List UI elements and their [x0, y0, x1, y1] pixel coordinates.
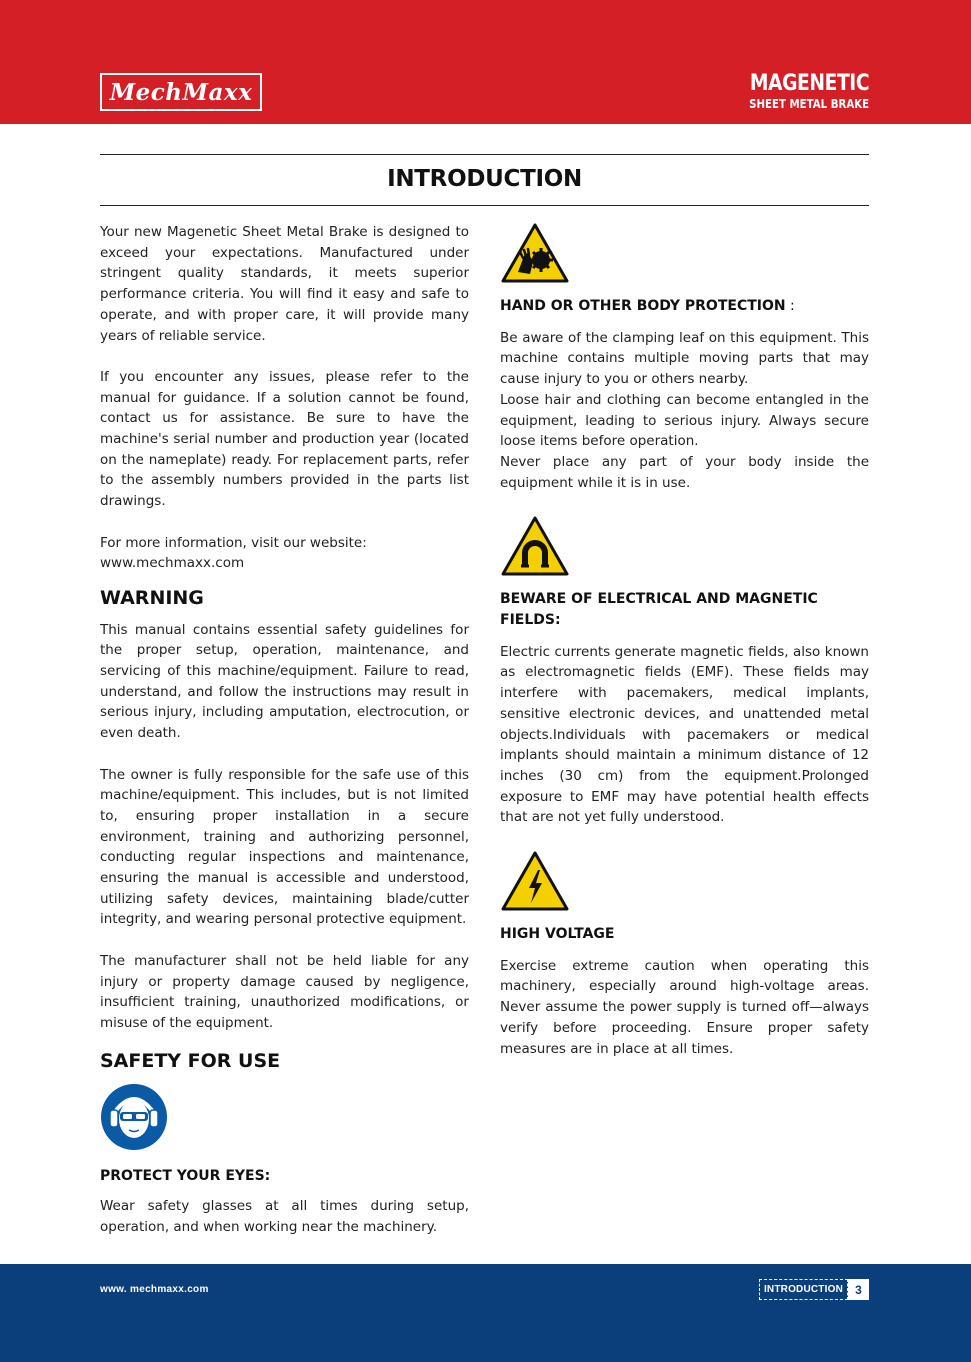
high-voltage-text: Exercise extreme caution when operating this machinery, especially around high-voltage areas. Never assume the power supply is turned off—always verify before proceeding. Ensure proper safety measures are in place at all times.	[500, 957, 869, 1057]
hand-protection-paragraph-3: Never place any part of your body inside the equipment while it is in use.	[500, 453, 869, 491]
warning-paragraph-3: The manufacturer shall not be held liable for any injury or property damage caused by negligence, insufficient training, unauthorized modifications, or misuse of the equipment.	[100, 952, 469, 1031]
website-intro: For more information, visit our website:	[100, 534, 367, 551]
product-name-line2: SHEET METAL BRAKE	[749, 97, 869, 111]
product-name	[728, 72, 869, 112]
protect-eyes-heading: PROTECT YOUR EYES:	[100, 1168, 271, 1185]
intro-paragraph-1: Your new Magenetic Sheet Metal Brake is designed to exceed your expectations. Manufactured under stringent quality standards, it meets superior performance criteria. You will find it easy and safe to operate, and with proper care, it will provide many years of reliable service.	[100, 224, 469, 344]
footer-section-tag	[759, 1279, 869, 1300]
high-voltage-warning-icon	[500, 850, 570, 912]
warning-paragraph-2: The owner is fully responsible for the safe use of this machine/equipment. This includes, but is not limited to, ensuring proper installation in a secure environment, training and authorizing personnel, conducting regular inspections and maintenance, ensuring the manual is accessible and understood, utilizing safety devices, maintaining blade/cutter integrity, and wearing personal protective equipment.	[100, 766, 469, 928]
website-link[interactable]: www.mechmaxx.com	[100, 555, 245, 572]
hand-protection-heading	[500, 296, 869, 317]
magnetic-field-warning-icon	[500, 515, 570, 577]
page-footer	[0, 1264, 971, 1362]
left-column	[100, 222, 469, 1237]
hand-protection-heading-suffix: :	[785, 298, 795, 314]
hand-protection-paragraph-2: Loose hair and clothing can become entangled in the equipment, leading to serious injury. Always secure loose items before operation.	[500, 391, 869, 450]
footer-section-label: INTRODUCTION	[759, 1279, 848, 1300]
magnetic-fields-heading: BEWARE OF ELECTRICAL AND MAGNETIC FIELDS:	[500, 591, 818, 629]
page-header	[0, 0, 971, 124]
warning-heading: WARNING	[100, 586, 204, 609]
hand-protection-heading-text: HAND OR OTHER BODY PROTECTION	[500, 298, 786, 314]
title-rule-bottom	[100, 205, 869, 206]
safety-for-use-heading: SAFETY FOR USE	[100, 1049, 281, 1072]
magnetic-fields-text: Electric currents generate magnetic fields, also known as electromagnetic fields (EMF). These fields may interfere with pacemakers, medical implants, sensitive electronic devices, and unattended metal objects.Individuals with pacemakers or medical implants should maintain a minimum distance of 12 inches (30 cm) from the equipment.Prolonged exposure to EMF may have potential health effects that are not yet fully understood.	[500, 643, 869, 826]
hand-crush-warning-icon	[500, 222, 570, 284]
ear-and-eye-protection-icon	[100, 1083, 168, 1151]
warning-paragraph-1: This manual contains essential safety guidelines for the proper setup, operation, maintenance, and servicing of this machine/equipment. Failure to read, understand, and follow the instructions may result in serious injury, including amputation, electrocution, or even death.	[100, 621, 469, 742]
product-name-line1: MAGENETIC	[749, 71, 869, 96]
protect-eyes-text: Wear safety glasses at all times during setup, operation, and when working near the machinery.	[100, 1198, 469, 1235]
intro-paragraph-2: If you encounter any issues, please refer to the manual for guidance. If a solution cannot be found, contact us for assistance. Be sure to have the machine's serial number and production year (located on the nameplate) ready. For replacement parts, refer to the assembly numbers provided in the parts list drawings.	[100, 368, 469, 510]
brand-logo	[100, 73, 262, 111]
right-column	[500, 222, 869, 1059]
footer-website[interactable]: www. mechmaxx.com	[100, 1284, 209, 1295]
brand-logo-text: MechMaxx	[109, 78, 253, 106]
hand-protection-paragraph-1: Be aware of the clamping leaf on this equipment. This machine contains multiple moving parts that may cause injury to you or others nearby.	[500, 329, 869, 388]
page-title: INTRODUCTION	[387, 166, 582, 192]
page-number: 3	[848, 1279, 869, 1300]
high-voltage-heading: HIGH VOLTAGE	[500, 926, 615, 943]
title-rule-top	[100, 154, 869, 155]
